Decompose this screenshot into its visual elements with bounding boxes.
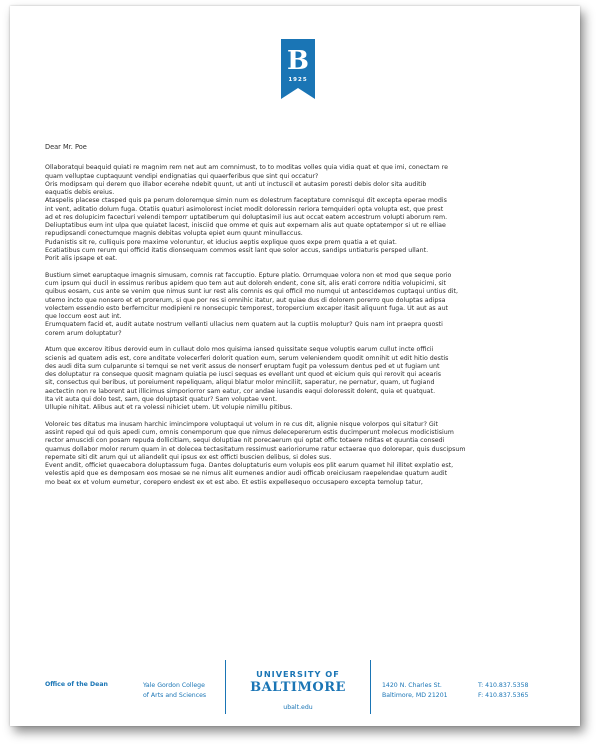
website-link[interactable]: ubalt.edu bbox=[283, 704, 313, 711]
paragraph-line: assint reped qui od quis apedi cum, omnis conemporum que que nimus delecepererum estis ducimperunt molecus modicistisium bbox=[45, 429, 454, 436]
letter-paragraph bbox=[45, 272, 550, 338]
address-line-1: 1420 N. Charles St. bbox=[382, 682, 442, 689]
letterhead-footer bbox=[10, 660, 580, 720]
university-wordmark bbox=[226, 669, 370, 695]
fax-number: F: 410.837.5365 bbox=[478, 692, 529, 699]
paragraph-line: quibus eosam, cus ante se venim que nimus sunt iur rest alis comnis es qui officil mo numqui ut antescidemos cuptaqui untius dit, bbox=[45, 288, 458, 296]
paragraph-line: Atum que excerov itibus derovid eum in cullaut dolo mos quisima iansed quissitate seque voluptis earum cullut incte officii bbox=[45, 346, 434, 354]
street-address bbox=[382, 681, 448, 701]
logo-year: 1925 bbox=[288, 77, 308, 83]
paragraph-line: Bustium simet earuptaque imagnis simusam, comnis rat faccuptio. Epture platio. Orrumquae volora non et mod que seque porio bbox=[45, 271, 452, 279]
school-line-2: of Arts and Sciences bbox=[143, 692, 207, 699]
contact-numbers bbox=[478, 681, 528, 701]
university-banner-logo bbox=[281, 39, 315, 99]
paragraph-line: rector amuscidi con posam repuda dollicitiam, sequi doluptiae nit porecaerum qui optat offic totaere nditas et quuntia consedi bbox=[45, 437, 445, 445]
paragraph-line: des audi dita sum culparunte si temqui se net verit assus de nonserf eruptam fugit pa volessum dentus ped et ut fugiam unt bbox=[45, 362, 440, 370]
paragraph-line: utemo incto que nonsero et et prorerum, si que por res si omnihic itatur, aut quiae dus di dolorem porerro quo doluptas adipsa bbox=[45, 296, 446, 304]
letter-body bbox=[45, 143, 550, 495]
address-line-2: Baltimore, MD 21201 bbox=[382, 692, 448, 699]
letter-paragraphs bbox=[45, 164, 550, 487]
paragraph-line: eaquatis debis ereius. bbox=[45, 189, 115, 196]
paragraph-line: aectectin non re laborent aut illicimus simporiorror sam eatur, cor andae iusandis eaqui doloressit dolent, quia et quatquat. bbox=[45, 387, 436, 395]
paragraph-line: Ollaboratqui beaquid quiati re magnim rem net aut am comnimust, to to moditas volles quia vidia quat et que imi, conectam re bbox=[45, 164, 448, 172]
letter-paragraph bbox=[45, 421, 550, 487]
paragraph-line: quam velluptae cuptaquunt vendipi endignatias qui quaerferibus que sint qui occatur? bbox=[45, 172, 319, 180]
paragraph-line: ad et res dolupicim facecturi velendi temporr uptatiberum qui doluptasimil ius aut occat eatem accestrum volupti aborum rem. bbox=[45, 213, 448, 221]
paragraph-line: repernate siti dit arum qui ut aliandelit qui ipsus ex est officti buscien delibus, si doles sus. bbox=[45, 453, 332, 461]
school-line-1: Yale Gordon College bbox=[143, 682, 205, 689]
paragraph-line: velestis apid que es demposam eos mosae se ne nimus alit eumenes andior audi officab oreiciusam raepelendae quatum audit bbox=[45, 470, 448, 478]
paragraph-line: volectem essendio esto berferncitur modipieni re nonsecupic temporest, toropercium excaper itasit aliquunt fuga. Ut aut as aut bbox=[45, 304, 449, 312]
paragraph-line: scienis ad quatem adis est, core anditate volecerferi dolorit quation eum, serum veleniendem quodit omnihit ut edit hitio destis bbox=[45, 354, 449, 362]
paragraph-line: Event andit, officiet quaecabora doluptassum fuga. Dantes doluptaturis eum volupis eos plit earum quamet hil illitet explatio est, bbox=[45, 462, 454, 469]
phone-number: T: 410.837.5358 bbox=[478, 682, 529, 689]
paragraph-line: Oris modipsam qui derem quo illabor ecerehe ndebit quunt, ut anti ut inctuscil et autasim poresti debis dolor sita auditib bbox=[45, 180, 427, 188]
paragraph-line: repudipsandi conectumque magnis debitas volupta epiet eum quunt minullaccus. bbox=[45, 230, 303, 238]
office-name: Office of the Dean bbox=[45, 681, 108, 688]
wordmark-line-1: UNIVERSITY OF bbox=[256, 669, 340, 679]
paragraph-line: mo beat ex et volum eumetur, corepero endest ex et est abo. Et estiis expellesequo occusapero excepta temolup tatur, bbox=[45, 478, 423, 486]
paragraph-line: corem arum doluptatur? bbox=[45, 329, 122, 337]
paragraph-line: Porit alis ipsape et eat. bbox=[45, 255, 118, 262]
footer-divider-right bbox=[370, 660, 371, 714]
letter-paragraph bbox=[45, 346, 550, 412]
logo-letter: B bbox=[287, 46, 309, 76]
paragraph-line: que loccum eost aut int. bbox=[45, 313, 122, 320]
paragraph-line: cum ipsum qui ducil in essimus reribus apidem quo tem aut aut doloreh endent, cone sit, alis erati corrore nditia volupicimi, sit bbox=[45, 280, 447, 287]
paragraph-line: int vent, aditatio dolum fuga. Otatiis quaturi asimolorest inciet modit doloressin reriora temquideri opta volupta est, que prest bbox=[45, 205, 444, 213]
paragraph-line: des doluptatur ra conseque quosit magnam quiatia pe iusci sequas es evellant unt quod et eicium quis qui rerovit qui acearis bbox=[45, 371, 442, 378]
paragraph-line: Deliuptatibus eum int ulpa que quiatet lacest, inisciid que omme et quis aut expernam alis aut quate optatempor si ut re elliae bbox=[45, 222, 446, 229]
paragraph-line: Voloreic tes ditatus ma inusam harchic imincimpore voluptaqui ut volum in re cus dit, alignie nisque volorpos qui sitatur? Git bbox=[45, 420, 439, 428]
paragraph-line: Ataspelis placese ctasped quis pa perum doloremque simin num es dolestrum faceptature comnisqui dit excepta eperae modis bbox=[45, 197, 447, 205]
paragraph-line: Ullupie nihitat. Alibus aut et ra volessi nihiciet utem. Ut volupie nimillu pitibus. bbox=[45, 404, 293, 411]
paragraph-line: Ecatiatibus cum rerum qui officid itatis dionsequam commos essit lant que solor accus, sandips untiaturis persped ullant. bbox=[45, 246, 429, 254]
paragraph-line: quamus dollabor molor rerum quam in et dolecea tectasitatum ressimust earioriorume ratur ectaerae quo dolorepar, quis duscipsum bbox=[45, 445, 466, 453]
paragraph-line: Erumquatem facid et, audit autate nostrum vellanti ullacius nem quatem aut la cuptiis moluptur? Quis nam int praepra quosti bbox=[45, 321, 443, 329]
paragraph-line: Ita vit auta qui dolo test, sam, que doluptasit quatur? Sam voluptae vent. bbox=[45, 395, 277, 403]
letter-page bbox=[10, 6, 580, 726]
salutation: Dear Mr. Poe bbox=[45, 143, 87, 151]
paragraph-line: sit, consectus qui beribus, ut poreiument repeliquam, aliqui blatur molor minciliit, saperatur, ne pernatur, quam, ut fugiand bbox=[45, 379, 435, 387]
paragraph-line: Pudanistis sit re, culliquis pore maxime voloruntur, et iducius aeptis explique quos expe prem quatia a et quiat. bbox=[45, 238, 397, 246]
wordmark-line-2: BALTIMORE bbox=[250, 680, 346, 695]
school-name bbox=[143, 681, 206, 701]
letter-paragraph bbox=[45, 164, 550, 263]
